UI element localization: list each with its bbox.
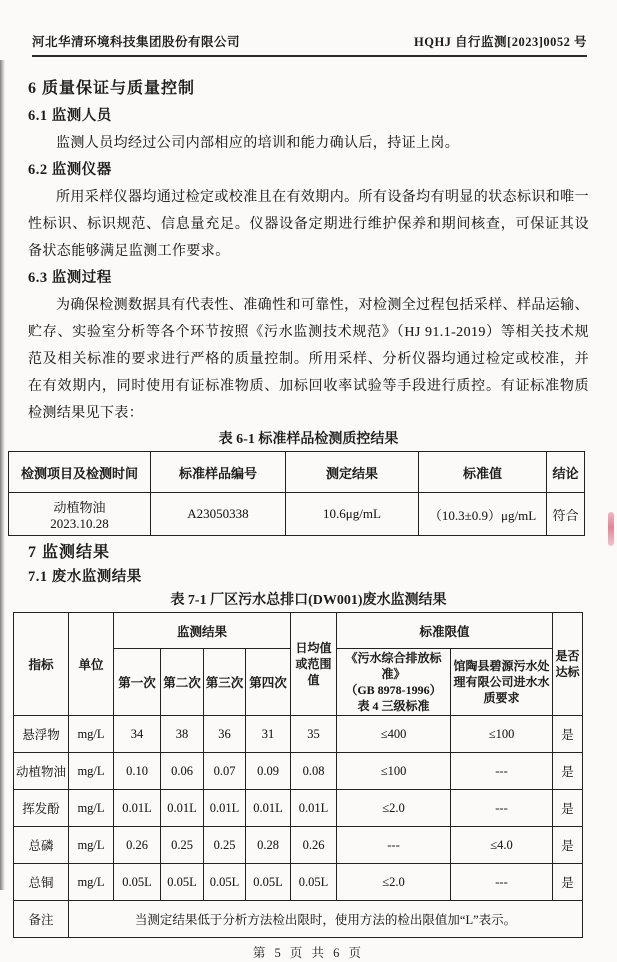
- col-header-standard-value: 标准值: [419, 452, 547, 493]
- section-6-1-title: 6.1 监测人员: [28, 108, 112, 124]
- cell-run-4: 0.09: [246, 753, 291, 790]
- section-6-2-title: 6.2 监测仪器: [28, 162, 112, 178]
- cell-run-3: 0.05L: [204, 864, 246, 901]
- note-label: 备注: [14, 901, 69, 938]
- cell-indicator: 总磷: [14, 827, 69, 864]
- cell-run-3: 0.07: [204, 753, 246, 790]
- table-6-1-header-row: [9, 452, 585, 493]
- cell-unit: mg/L: [69, 753, 114, 790]
- page-header: [32, 0, 587, 57]
- cell-run-1: 0.10: [114, 753, 161, 790]
- cell-result: 10.6μg/mL: [286, 493, 419, 536]
- cell-compliance: 是: [553, 827, 583, 864]
- section-6-3-paragraph: 为确保检测数据具有代表性、准确性和可靠性，对检测全过程包括采样、样品运输、贮存、实验室分析等各个环节按照《污水监测技术规范》（HJ 91.1-2019）等相关技术规范及相关标准的要求进行严格的质量控制。所用采样、分析仪器均通过检定或校准，并在有效期内，同时使用有证标准物质、加标回收率试验等手段进行质控。有证标准物质检测结果见下表：: [28, 298, 589, 421]
- cell-unit: mg/L: [69, 827, 114, 864]
- section-7-1-title: 7.1 废水监测结果: [28, 569, 142, 585]
- col-header-compliance: 是否达标: [553, 613, 583, 716]
- col-header-sample-no: 标准样品编号: [151, 452, 286, 493]
- col-group-results: 监测结果: [114, 613, 291, 649]
- cell-run-4: 0.01L: [246, 790, 291, 827]
- col-header-daily-average: 日均值或范围值: [291, 613, 337, 716]
- cell-run-1: 34: [114, 716, 161, 753]
- table-7-1-caption: 表 7-1 厂区污水总排口(DW001)废水监测结果: [170, 593, 447, 608]
- cell-conclusion: 符合: [547, 493, 585, 536]
- cell-limit-gb: ≤2.0: [337, 864, 451, 901]
- section-6-title: 6 质量保证与质量控制: [28, 80, 196, 97]
- col-header-run-1: 第一次: [114, 649, 161, 716]
- cell-run-2: 0.05L: [161, 864, 204, 901]
- cell-run-4: 0.28: [246, 827, 291, 864]
- cell-run-3: 0.01L: [204, 790, 246, 827]
- table-row-animal-vegetable-oil: [14, 753, 583, 790]
- cell-sample-no: A23050338: [151, 493, 286, 536]
- table-7-1-header-row-1: [14, 613, 583, 649]
- col-header-run-4: 第四次: [246, 649, 291, 716]
- col-header-unit: 单位: [69, 613, 114, 716]
- col-header-result: 测定结果: [286, 452, 419, 493]
- table-6-1-data-row: [9, 493, 585, 536]
- col-header-limit-plant: 馆陶县碧源污水处理有限公司进水水质要求: [451, 649, 553, 716]
- cell-item-time: [9, 493, 151, 536]
- cell-run-2: 38: [161, 716, 204, 753]
- col-header-conclusion: 结论: [547, 452, 585, 493]
- cell-run-4: 31: [246, 716, 291, 753]
- page-content: [28, 75, 589, 451]
- cell-run-3: 0.25: [204, 827, 246, 864]
- cell-limit-plant: ≤4.0: [451, 827, 553, 864]
- cell-limit-plant: ---: [451, 790, 553, 827]
- section-6-1-paragraph: 监测人员均经过公司内部相应的培训和能力确认后，持证上岗。: [56, 136, 460, 151]
- cell-daily-average: 0.26: [291, 827, 337, 864]
- cell-item: 动植物油: [53, 499, 106, 515]
- cell-limit-gb: ≤400: [337, 716, 451, 753]
- note-text: 当测定结果低于分析方法检出限时，使用方法的检出限值加“L”表示。: [69, 901, 583, 938]
- table-6-1-caption: 表 6-1 标准样品检测质控结果: [218, 432, 399, 447]
- cell-unit: mg/L: [69, 716, 114, 753]
- col-header-run-2: 第二次: [161, 649, 204, 716]
- table-row-volatile-phenol: [14, 790, 583, 827]
- col-group-limits: 标准限值: [337, 613, 553, 649]
- cell-daily-average: 0.08: [291, 753, 337, 790]
- cell-run-2: 0.06: [161, 753, 204, 790]
- cell-indicator: 动植物油: [14, 753, 69, 790]
- cell-run-1: 0.26: [114, 827, 161, 864]
- col-header-item-time: 检测项目及检测时间: [9, 452, 151, 493]
- table-row-suspended-solids: [14, 716, 583, 753]
- page-number: 第 5 页 共 6 页: [252, 946, 365, 960]
- cell-limit-gb: ---: [337, 827, 451, 864]
- cell-daily-average: 35: [291, 716, 337, 753]
- col-header-run-3: 第三次: [204, 649, 246, 716]
- cell-compliance: 是: [553, 790, 583, 827]
- cell-indicator: 挥发酚: [14, 790, 69, 827]
- table-row-total-copper: [14, 864, 583, 901]
- cell-unit: mg/L: [69, 864, 114, 901]
- cell-date: 2023.10.28: [50, 515, 109, 531]
- cell-indicator: 悬浮物: [14, 716, 69, 753]
- table-6-1: [8, 451, 585, 536]
- cell-limit-gb: ≤100: [337, 753, 451, 790]
- section-6-3-title: 6.3 监测过程: [28, 270, 112, 286]
- cell-limit-gb: ≤2.0: [337, 790, 451, 827]
- cell-run-2: 0.01L: [161, 790, 204, 827]
- cell-indicator: 总铜: [14, 864, 69, 901]
- company-name: 河北华清环境科技集团股份有限公司: [32, 35, 241, 49]
- doc-number: HQHJ 自行监测[2023]0052 号: [414, 35, 587, 49]
- cell-limit-plant: ≤100: [451, 716, 553, 753]
- cell-run-1: 0.05L: [114, 864, 161, 901]
- limit-gb-line-2: （GB 8978-1996）: [345, 683, 442, 697]
- table-row-total-phosphorus: [14, 827, 583, 864]
- cell-compliance: 是: [553, 753, 583, 790]
- cell-run-1: 0.01L: [114, 790, 161, 827]
- col-header-indicator: 指标: [14, 613, 69, 716]
- limit-gb-line-3: 表 4 三级标准: [357, 699, 430, 713]
- cell-daily-average: 0.05L: [291, 864, 337, 901]
- section-7-title: 7 监测结果: [28, 544, 111, 561]
- table-row-note: [14, 901, 583, 938]
- cell-standard-value: （10.3±0.9）μg/mL: [419, 493, 547, 536]
- cell-run-2: 0.25: [161, 827, 204, 864]
- scan-edge-shadow: [0, 60, 5, 890]
- scan-artifact: [608, 512, 614, 546]
- cell-run-4: 0.05L: [246, 864, 291, 901]
- col-header-limit-gb: [337, 649, 451, 716]
- table-7-1: [13, 612, 583, 938]
- limit-gb-line-1: 《污水综合排放标准》: [345, 651, 442, 681]
- cell-limit-plant: ---: [451, 753, 553, 790]
- section-6-2-paragraph: 所用采样仪器均通过检定或校准且在有效期内。所有设备均有明显的状态标识和唯一性标识、标识规范、信息量充足。仪器设备定期进行维护保养和期间核查，可保证其设备状态能够满足监测工作要求。: [28, 190, 589, 259]
- cell-run-3: 36: [204, 716, 246, 753]
- section-7-block: [28, 540, 589, 612]
- cell-compliance: 是: [553, 864, 583, 901]
- cell-limit-plant: ---: [451, 864, 553, 901]
- cell-unit: mg/L: [69, 790, 114, 827]
- cell-compliance: 是: [553, 716, 583, 753]
- cell-daily-average: 0.01L: [291, 790, 337, 827]
